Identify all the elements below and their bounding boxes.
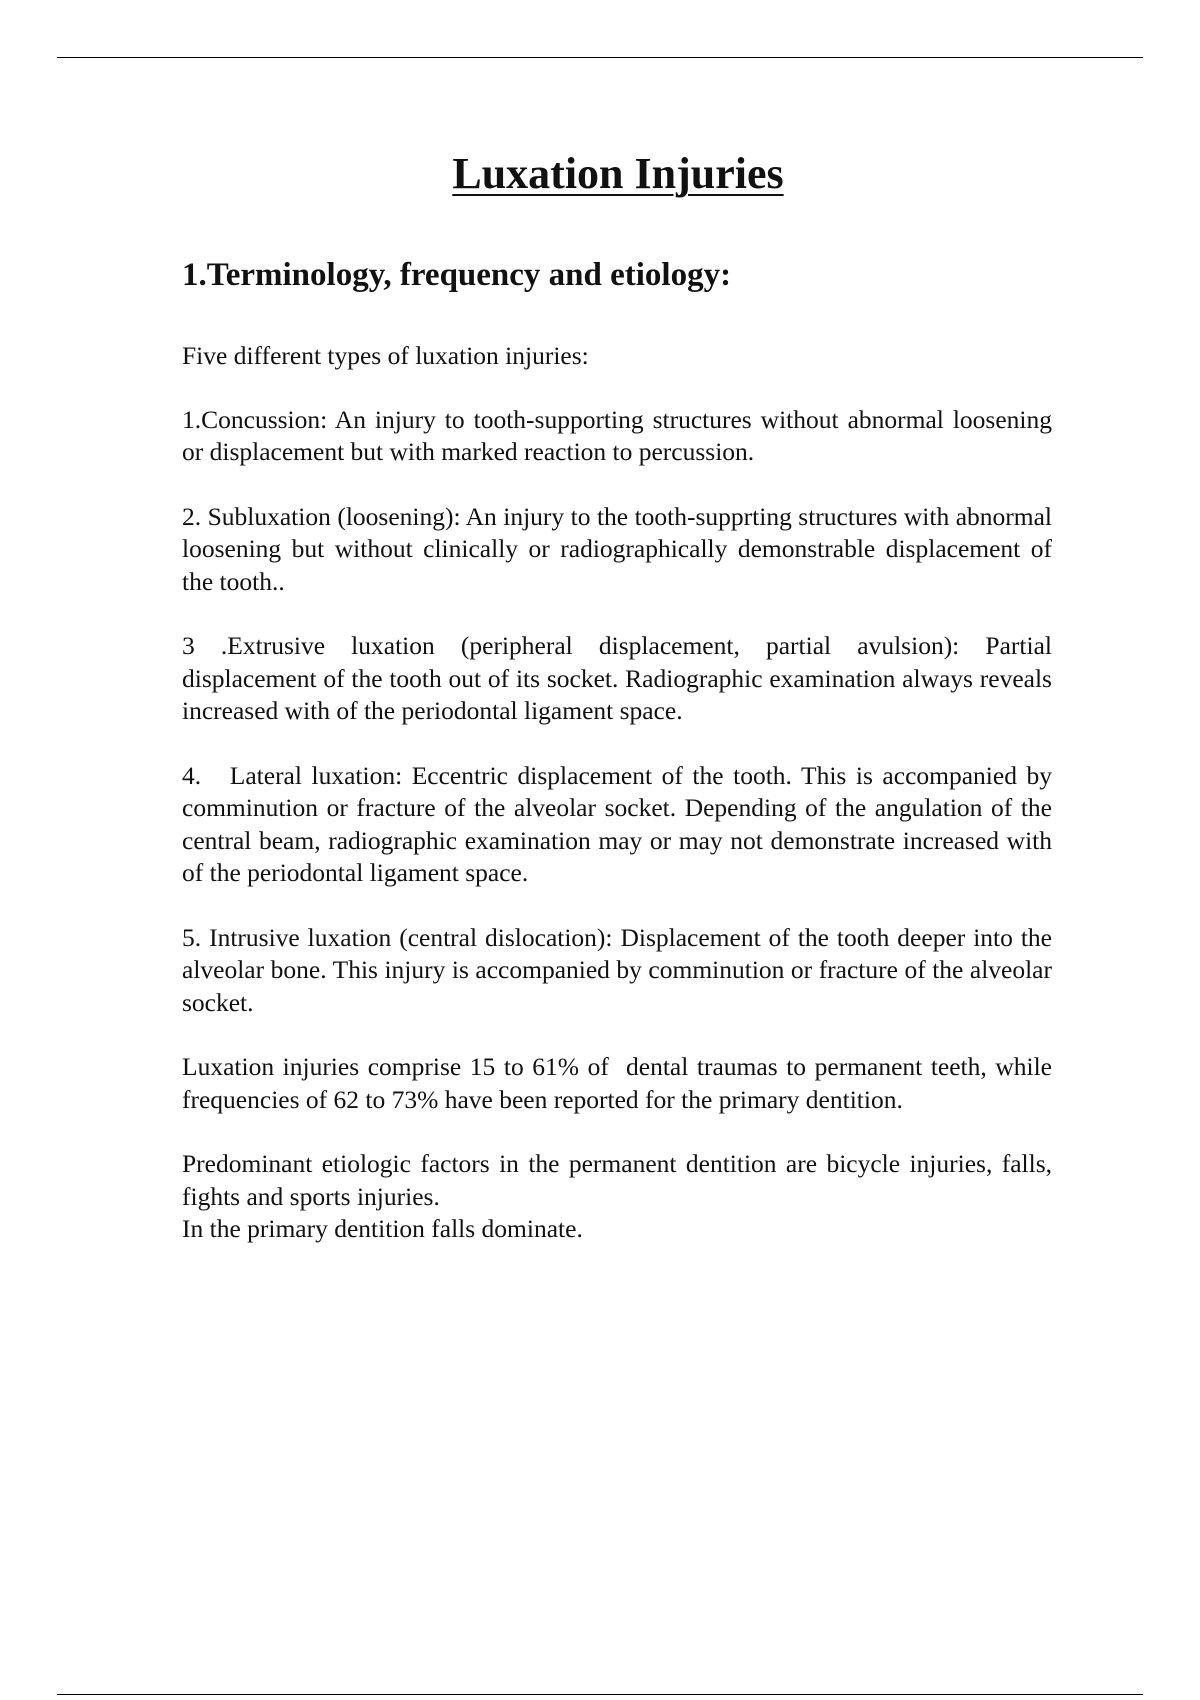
luxation-type-intrusive: 5. Intrusive luxation (central dislocation): Displacement of the tooth deeper into the alveolar bone. This injury is accompanied by comminution or fracture of the alveolar socket. <box>182 922 1052 1017</box>
intro-paragraph: Five different types of luxation injuries: <box>182 341 589 370</box>
etiology-primary-text: In the primary dentition falls dominate. <box>182 1214 583 1243</box>
header-rule <box>57 57 1143 58</box>
luxation-type-subluxation: 2. Subluxation (loosening): An injury to the tooth-supprting structures with abnormal loosening but without clinically or radiographically demonstrable displacement of the tooth.. <box>182 501 1052 596</box>
etiology-permanent-text: Predominant etiologic factors in the permanent dentition are bicycle injuries, falls, fights and sports injuries. <box>182 1149 1052 1211</box>
document-body <box>182 340 1059 1278</box>
frequency-paragraph: Luxation injuries comprise 15 to 61% of dental traumas to permanent teeth, while frequencies of 62 to 73% have been reported for the primary dentition. <box>182 1052 1059 1114</box>
luxation-type-concussion: 1.Concussion: An injury to tooth-supporting structures without abnormal loosening or displacement but with marked reaction to percussion. <box>182 404 1052 466</box>
luxation-type-lateral: 4. Lateral luxation: Eccentric displacement of the tooth. This is accompanied by comminution or fracture of the alveolar socket. Depending of the angulation of the central beam, radiographic examination may or may not demonstrate increased with of the periodontal ligament space. <box>182 760 1059 887</box>
footer-rule <box>57 1694 1143 1695</box>
luxation-type-extrusive: 3 .Extrusive luxation (peripheral displacement, partial avulsion): Partial displacement of the tooth out of its socket. Radiographic examination always reveals increased with of the periodontal ligament space. <box>182 631 1052 725</box>
section-heading: 1.Terminology, frequency and etiology: <box>182 257 732 293</box>
etiology-paragraph <box>182 1148 1052 1246</box>
page-title: Luxation Injuries <box>452 149 784 198</box>
